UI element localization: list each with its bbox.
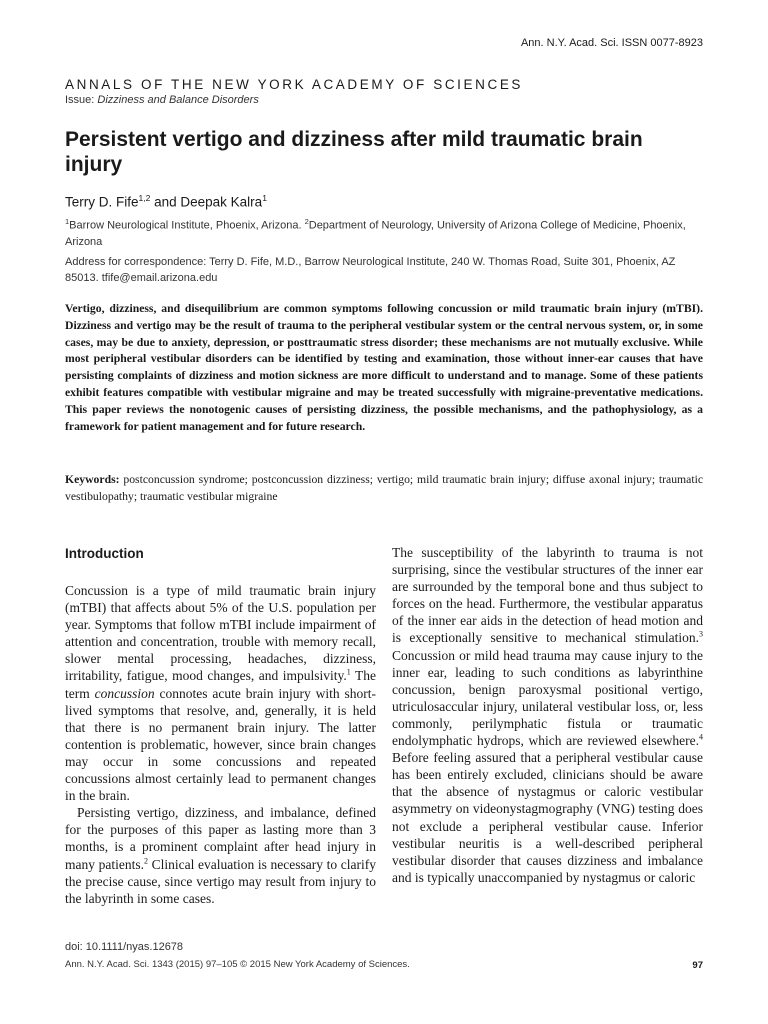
affiliation-text: Department of Neurology, University of Arizona College of Medicine, Phoenix, Arizona — [65, 219, 686, 248]
footer-citation: Ann. N.Y. Acad. Sci. 1343 (2015) 97–105 © 2015 New York Academy of Sciences. — [65, 959, 410, 970]
paragraph-text: Before feeling assured that a peripheral vestibular cause has been entirely excluded, clinicians should be aware that the absence of nystagmus or caloric vestibular asymmetry on videonystagmography (VNG) testing does not exclude a peripheral vestibular cause. Inferior vestibular neuritis is a well-described peripheral vestibular disorder that causes dizziness and imbalance and is typically unaccompanied by nystagmus or caloric — [392, 750, 703, 885]
paragraph-text: The susceptibility of the labyrinth to trauma is not surprising, since the vestibular structures of the inner ear are surrounded by the temporal bone and thus subject to forces on the head. Furthermore, the vestibular apparatus of the inner ear aids in the detection of head motion and is exceptionally sensitive to mechanical stimulation. — [392, 545, 703, 646]
author-name: and Deepak Kalra — [154, 194, 263, 210]
paragraph-text: Concussion is a type of mild traumatic brain injury (mTBI) that affects about 5% of the U.S. population per year. Symptoms that follow mTBI include impairment of attention and concentration, trouble with memory recall, slower mental processing, headaches, dizziness, irritability, fatigue, mood changes, and impulsivity. — [65, 583, 376, 684]
paragraph-text: Concussion or mild head trauma may cause injury to the inner ear, leading to such conditions as labyrinthine concussion, benign paroxysmal positional vertigo, utriculosaccular injury, unilateral vestibular loss, or, less commonly, perilymphatic fistula or traumatic endolymphatic hydrops, which are reviewed elsewhere. — [392, 647, 703, 749]
abstract: Vertigo, dizziness, and disequilibrium are common symptoms following concussion or mild traumatic brain injury (mTBI). Dizziness and vertigo may be the result of trauma to the peripheral vestibular system or the central nervous system, or, in some cases, may be due to anxiety, depression, or posttraumatic stress disorder; these mechanisms are not mutually exclusive. While most peripheral vestibular disorders can be identified by testing and examination, those without inner-ear causes that have persisting complaints of dizziness and motion sickness are more difficult to understand and to manage. Some of these patients exhibit features compatible with vestibular migraine and may be treated successfully with migraine-preventative medications. This paper reviews the nonotogenic causes of persisting dizziness, the possible mechanisms, and the pathophysiology, as a framework for patient management and for future research. — [65, 302, 703, 433]
affiliations — [65, 214, 705, 250]
citation-ref: 4 — [699, 732, 703, 742]
doi-link[interactable]: doi: 10.1111/nyas.12678 — [65, 941, 184, 953]
body-paragraph — [65, 804, 376, 907]
affiliation-text: Barrow Neurological Institute, Phoenix, Arizona. — [69, 219, 302, 232]
journal-name: ANNALS OF THE NEW YORK ACADEMY OF SCIENCES — [65, 77, 524, 92]
citation-ref: 3 — [699, 629, 703, 639]
article-title: Persistent vertigo and dizziness after mild traumatic brain injury — [65, 128, 643, 176]
affiliation-marker: 2 — [304, 217, 309, 226]
body-column-right — [392, 544, 703, 886]
affiliation-marker: 1 — [65, 217, 70, 226]
issue-prefix: Issue: — [65, 94, 95, 106]
affiliation-ref: 1,2 — [138, 193, 151, 203]
affiliation-ref: 1 — [262, 193, 267, 203]
page-number: 97 — [692, 960, 703, 971]
paragraph-text: connotes acute brain injury with short-lived symptoms that resolve, and, generally, it is held that there is no permanent brain injury. The latter contention is problematic, however, since brain changes may occur in some concussions and repeated concussions almost certainly lead to permanent changes in the brain. — [65, 685, 376, 804]
body-column-left — [65, 544, 376, 907]
body-paragraph — [392, 544, 703, 886]
citation-ref: 2 — [144, 856, 148, 865]
paragraph-text: The term — [65, 668, 377, 701]
issue-name: Dizziness and Balance Disorders — [97, 94, 259, 106]
keywords-text: postconcussion syndrome; postconcussion dizziness; vertigo; mild traumatic brain injury; diffuse axonal injury; traumatic vestibulopathy; traumatic vestibular migraine — [65, 473, 704, 503]
journal-reference: Ann. N.Y. Acad. Sci. ISSN 0077-8923 — [520, 37, 703, 49]
issue-line — [65, 94, 259, 106]
author-name: Terry D. Fife — [65, 194, 139, 210]
author-list — [65, 193, 267, 210]
paragraph-text: Persisting vertigo, dizziness, and imbalance, defined for the purposes of this paper as lasting more than 3 months, is a prominent complaint after head injury in many patients. — [65, 805, 376, 872]
keywords-label: Keywords: — [65, 473, 120, 486]
correspondence-address: Address for correspondence: Terry D. Fife, M.D., Barrow Neurological Institute, 240 W. Thomas Road, Suite 301, Phoenix, AZ 85013. tfife@email.arizona.edu — [65, 256, 676, 284]
keywords — [65, 472, 703, 506]
paragraph-text: Clinical evaluation is necessary to clarify the precise cause, since vertigo may result from injury to the labyrinth in some cases. — [65, 856, 377, 906]
emphasis-term: concussion — [94, 685, 155, 701]
section-heading: Introduction — [65, 546, 144, 561]
body-paragraph — [65, 582, 376, 804]
citation-ref: 1 — [346, 667, 351, 677]
